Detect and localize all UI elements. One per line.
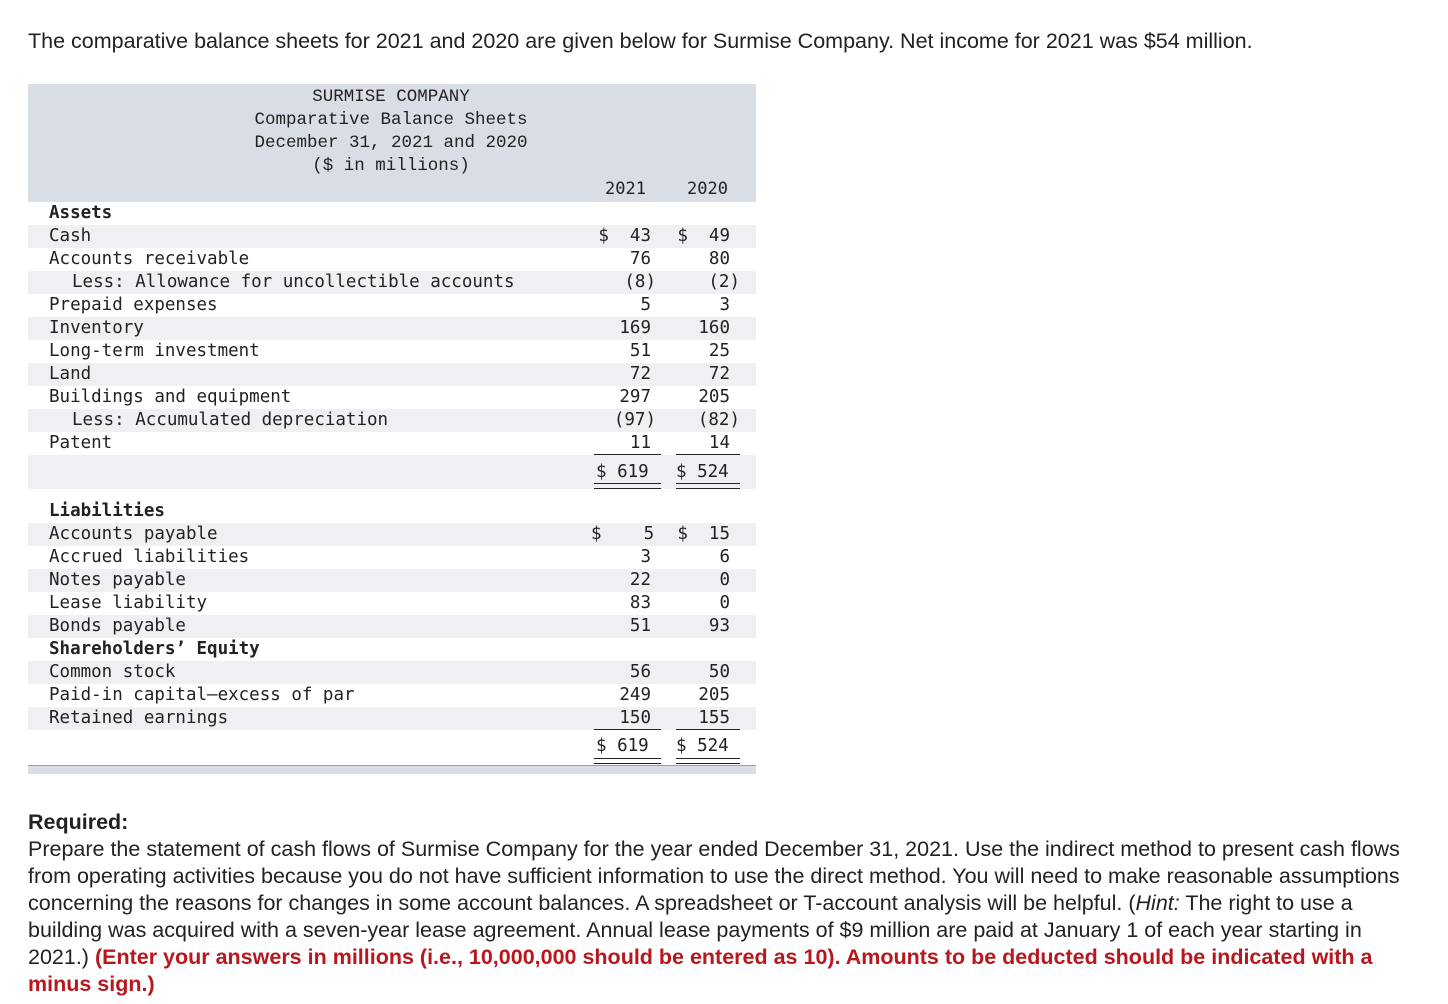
assets-heading: Assets xyxy=(49,203,113,223)
table-row xyxy=(28,523,756,546)
value-2021: 297 xyxy=(619,387,651,407)
table-row xyxy=(28,409,756,432)
year-2021-header: 2021 xyxy=(605,179,646,199)
hint-label: Hint: xyxy=(1135,891,1180,915)
value-2020: 72 xyxy=(708,364,730,384)
value-2021: 51 xyxy=(629,341,651,361)
table-row xyxy=(28,248,756,271)
table-row xyxy=(28,546,756,569)
value-2021: 5 xyxy=(640,295,651,315)
row-label: Land xyxy=(49,364,92,384)
total-double-rule xyxy=(594,758,661,764)
year-2020-header: 2020 xyxy=(687,179,728,199)
value-2021: 76 xyxy=(629,249,651,269)
row-label: Long-term investment xyxy=(49,341,260,361)
row-label: Less: Accumulated depreciation xyxy=(72,410,389,430)
spacer-row xyxy=(28,489,756,500)
table-footer-bar xyxy=(28,765,756,774)
row-label: Lease liability xyxy=(49,593,208,613)
value-2020: (2) xyxy=(708,272,740,292)
value-2020: 25 xyxy=(708,341,730,361)
row-label: Accounts payable xyxy=(49,524,218,544)
row-label: Prepaid expenses xyxy=(49,295,218,315)
row-label: Accounts receivable xyxy=(49,249,250,269)
total-liab-equity-2021: $ 619 xyxy=(596,736,649,756)
table-row xyxy=(28,271,756,294)
balance-sheet-table xyxy=(28,84,756,764)
value-2021: $ 5 xyxy=(591,524,655,544)
liab-equity-total-row xyxy=(28,730,756,764)
value-2020: 6 xyxy=(719,547,730,567)
row-label: Cash xyxy=(49,226,92,246)
value-2020: 0 xyxy=(719,593,730,613)
total-liab-equity-2020: $ 524 xyxy=(676,736,729,756)
table-row xyxy=(28,294,756,317)
value-2021: 83 xyxy=(629,593,651,613)
value-2021: 51 xyxy=(629,616,651,636)
table-row xyxy=(28,661,756,684)
table-row xyxy=(28,592,756,615)
company-name: SURMISE COMPANY xyxy=(312,87,470,107)
required-section xyxy=(28,809,1424,998)
statement-units: ($ in millions) xyxy=(312,156,470,176)
total-double-rule xyxy=(676,758,740,764)
table-row xyxy=(28,707,756,730)
hint-text: The right to use a building was acquired with a seven-year lease agreement. Annual lease payments of $9 million are paid at January 1 of each year starting in 2021.) xyxy=(28,891,1362,969)
value-2021: 72 xyxy=(629,364,651,384)
row-label: Buildings and equipment xyxy=(49,387,292,407)
assets-total-row xyxy=(28,455,756,489)
table-row xyxy=(28,569,756,592)
row-label: Patent xyxy=(49,433,113,453)
value-2021: 22 xyxy=(629,570,651,590)
row-label: Retained earnings xyxy=(49,708,229,728)
row-label: Paid-in capital—excess of par xyxy=(49,685,355,705)
value-2020: 155 xyxy=(698,708,730,728)
value-2020: 50 xyxy=(708,662,730,682)
row-label: Inventory xyxy=(49,318,144,338)
value-2020: 14 xyxy=(708,433,730,453)
value-2020: (82) xyxy=(697,410,740,430)
value-2020: 3 xyxy=(719,295,730,315)
row-label: Less: Allowance for uncollectible accounts xyxy=(72,272,515,292)
liabilities-heading-row xyxy=(28,500,756,523)
row-label: Accrued liabilities xyxy=(49,547,250,567)
table-row xyxy=(28,615,756,638)
value-2020: 0 xyxy=(719,570,730,590)
value-2020: 160 xyxy=(698,318,730,338)
value-2021: 150 xyxy=(619,708,651,728)
table-row xyxy=(28,340,756,363)
intro-text: The comparative balance sheets for 2021 and 2020 are given below for Surmise Company. Net income for 2021 was $54 million. xyxy=(28,29,1253,53)
value-2021: 169 xyxy=(619,318,651,338)
value-2021: (97) xyxy=(613,410,656,430)
value-2021: 3 xyxy=(640,547,651,567)
statement-title: Comparative Balance Sheets xyxy=(254,110,528,130)
row-label: Bonds payable xyxy=(49,616,186,636)
value-2020: $ 15 xyxy=(677,524,730,544)
value-2021: (8) xyxy=(624,272,656,292)
table-row xyxy=(28,386,756,409)
total-assets-2021: $ 619 xyxy=(596,462,649,482)
equity-heading: Shareholders’ Equity xyxy=(49,639,260,659)
required-title: Required: xyxy=(28,810,129,834)
value-2021: 11 xyxy=(629,433,651,453)
statement-date: December 31, 2021 and 2020 xyxy=(254,133,528,153)
value-2021: 249 xyxy=(619,685,651,705)
value-2020: 205 xyxy=(698,387,730,407)
assets-heading-row xyxy=(28,202,756,225)
value-2020: $ 49 xyxy=(677,226,730,246)
value-2021: 56 xyxy=(629,662,651,682)
table-row xyxy=(28,363,756,386)
total-assets-2020: $ 524 xyxy=(676,462,729,482)
value-2020: 205 xyxy=(698,685,730,705)
value-2020: 93 xyxy=(708,616,730,636)
equity-heading-row xyxy=(28,638,756,661)
row-label: Notes payable xyxy=(49,570,186,590)
table-row xyxy=(28,317,756,340)
value-2021: $ 43 xyxy=(598,226,651,246)
liabilities-heading: Liabilities xyxy=(49,501,165,521)
table-row xyxy=(28,225,756,248)
table-row xyxy=(28,432,756,455)
row-label: Common stock xyxy=(49,662,176,682)
table-header xyxy=(28,84,756,202)
table-row xyxy=(28,684,756,707)
entry-instruction: (Enter your answers in millions (i.e., 10,000,000 should be entered as 10). Amounts to be deducted should be indicated with a minus sign.) xyxy=(28,945,1373,996)
required-text: Prepare the statement of cash flows of Surmise Company for the year ended December 31, 2021. Use the indirect method to present cash flows from operating activities because you do not have sufficient information to use the direct method. You will need to make reasonable assumptions concerning the reasons for changes in some account balances. A spreadsheet or T-account analysis will be helpful. ( xyxy=(28,837,1400,915)
value-2020: 80 xyxy=(708,249,730,269)
